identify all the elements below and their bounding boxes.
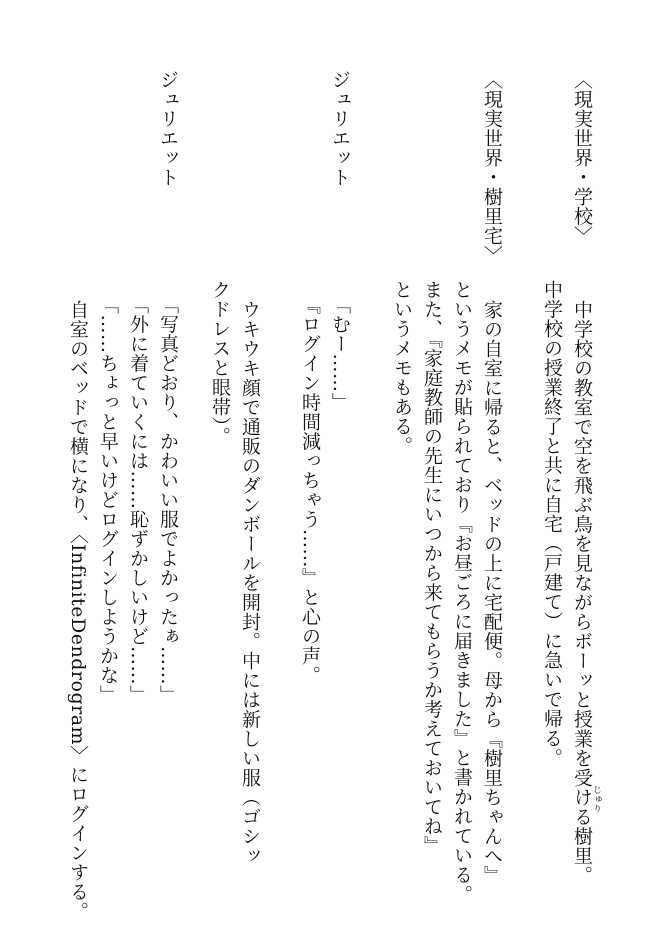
dialogue-line: 「写真どおり、かわいい服でよかったぁ……」 — [157, 295, 179, 705]
text-line: 中学校の教室で空を飛ぶ鳥を見ながらボーッと授業を受ける樹里。 — [571, 300, 593, 885]
text-line: クドレスと眼帯）。 — [209, 280, 231, 446]
text-line: ウキウキ顔で通販のダンボールを開封。中には新しい服（ゴシッ — [239, 300, 261, 866]
text-line: というメモもある。 — [391, 280, 413, 456]
text-line: というメモが貼られており『お昼ごろに届きました』と書かれている。 — [451, 280, 473, 904]
text-line: また、『家庭教師の先生にいつから来てもらうか考えておいてね』 — [421, 280, 443, 856]
text-line: 中学校の授業終了と共に自宅（戸建て）に急いで帰る。 — [541, 280, 563, 768]
furigana: じゅり — [591, 785, 601, 814]
text-line: 家の自室に帰ると、ベッドの上に宅配便。母から『樹里ちゃんへ』 — [481, 300, 503, 885]
dialogue-line: 「外に着ていくには……恥ずかしいけど……」 — [127, 295, 149, 705]
scene-heading-school: 〈現実世界・学校〉 — [571, 70, 593, 246]
scene-heading-home: 〈現実世界・樹里宅〉 — [481, 70, 503, 265]
dialogue-line: 「むー……」 — [329, 295, 351, 412]
speaker-name: ジュリエット — [157, 70, 179, 187]
dialogue-line: 『ログイン時間減っちゃう……』と心の声。 — [299, 295, 321, 685]
speaker-name: ジュリエット — [329, 70, 351, 187]
text-line: 自室のベッドで横になり、〈InfiniteDendrogram〉にログインする。 — [67, 300, 89, 921]
dialogue-line: 「……ちょっと早いけどログインしようかな」 — [97, 295, 119, 705]
